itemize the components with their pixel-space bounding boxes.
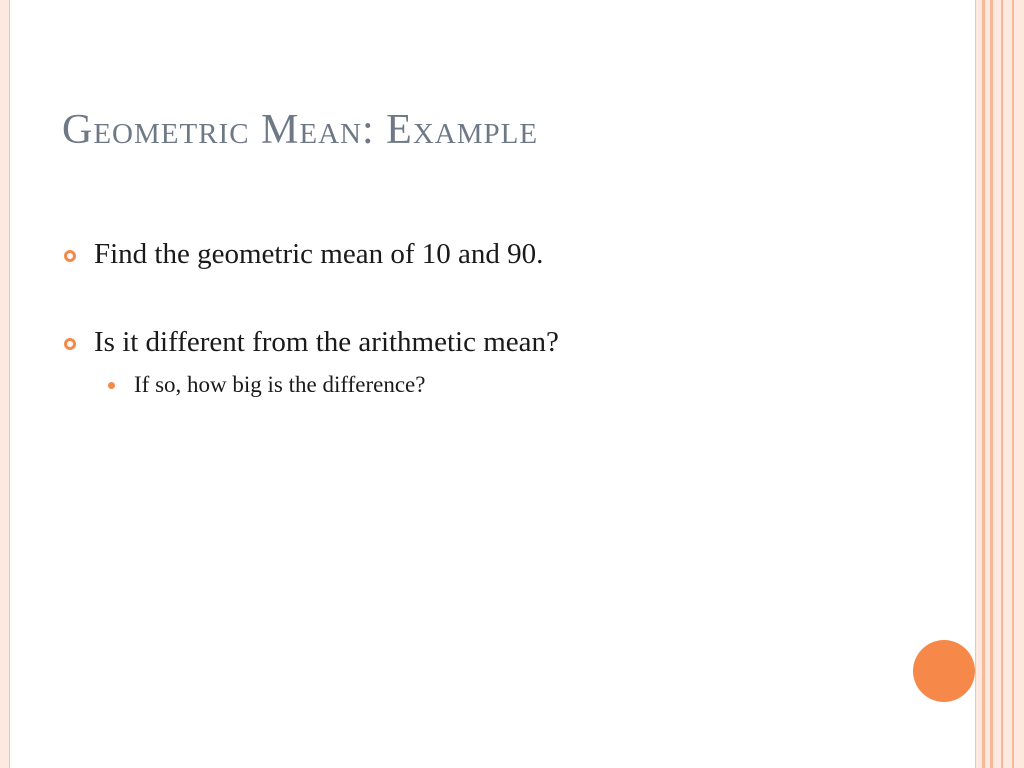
filled-dot-icon: [108, 382, 115, 389]
orange-circle-decoration: [913, 640, 975, 702]
decorative-stripe: [1012, 0, 1014, 768]
bullet-item: [64, 322, 924, 400]
bullet-text: Is it different from the arithmetic mean?: [94, 326, 559, 358]
slide-title: Geometric Mean: Example: [62, 107, 539, 153]
decorative-stripe: [1001, 0, 1003, 768]
sub-bullet-text: If so, how big is the difference?: [134, 372, 426, 397]
sub-bullet-list: [94, 370, 924, 400]
decorative-stripe: [982, 0, 985, 768]
hollow-circle-icon: [64, 338, 76, 350]
bullet-list: [64, 234, 924, 448]
sub-bullet-item: [94, 370, 924, 400]
left-frame-edge: [0, 0, 9, 768]
hollow-circle-icon: [64, 250, 76, 262]
decorative-stripe: [990, 0, 993, 768]
bullet-item: [64, 234, 924, 274]
bullet-text: Find the geometric mean of 10 and 90.: [94, 238, 544, 270]
